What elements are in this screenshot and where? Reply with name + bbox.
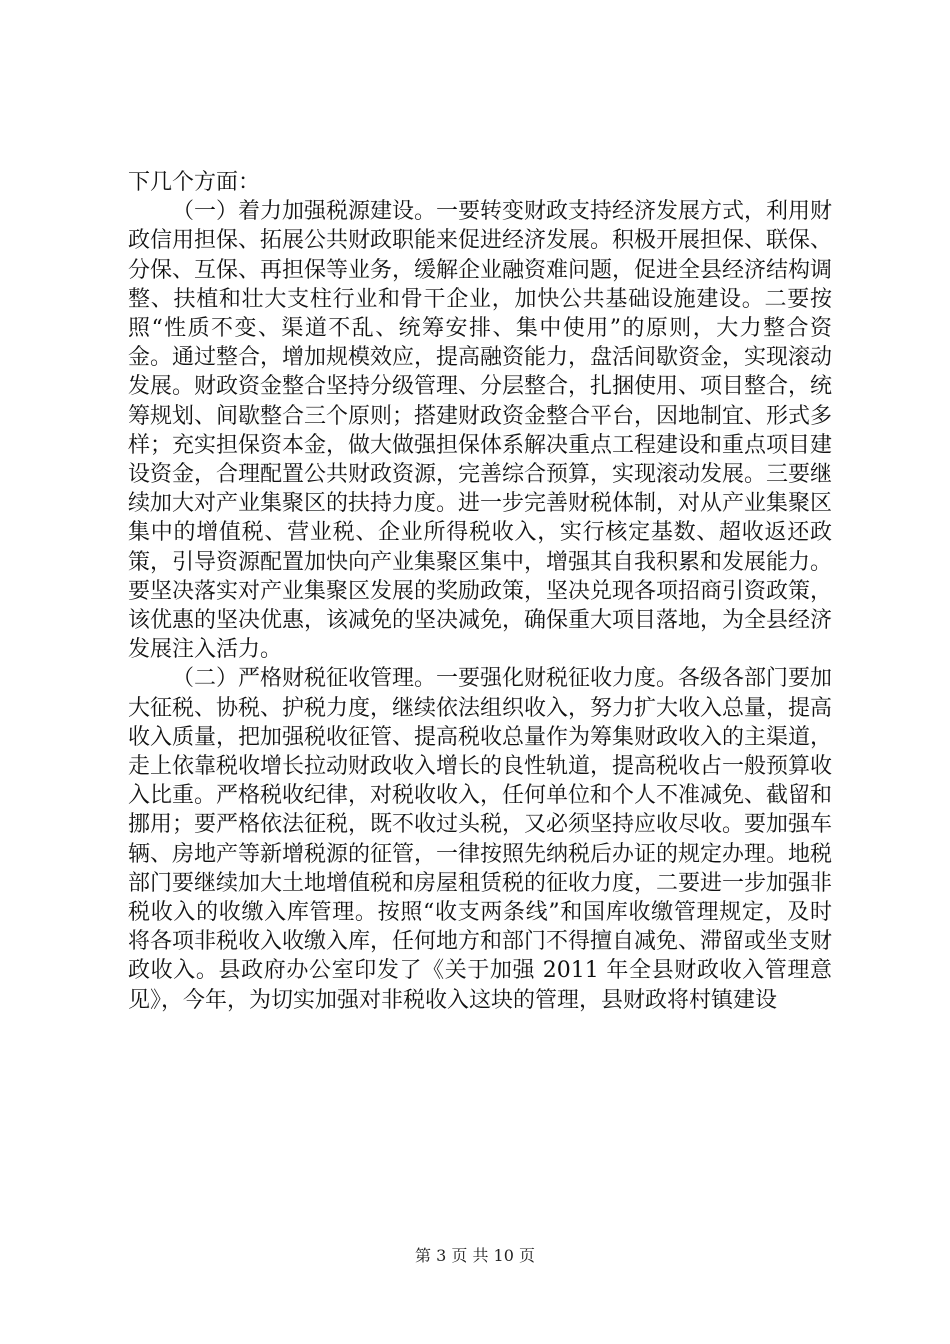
paragraph-section-1: （一）着力加强税源建设。一要转变财政支持经济发展方式，利用财政信用担保、拓展公共财政职能来促进经济发展。积极开展担保、联保、分保、互保、再担保等业务，缓解企业融资难问题，促进全县经济结构调整、扶植和壮大支柱行业和骨干企业，加快公共基础设施建设。二要按照“性质不变、渠道不乱、统筹安排、集中使用”的原则，大力整合资金。通过整合，增加规模效应，提高融资能力，盘活间歇资金，实现滚动发展。财政资金整合坚持分级管理、分层整合，扎捆使用、项目整合，统筹规划、间歇整合三个原则；搭建财政资金整合平台，因地制宜、形式多样；充实担保资本金，做大做强担保体系解决重点工程建设和重点项目建设资金，合理配置公共财政资源，完善综合预算，实现滚动发展。三要继续加大对产业集聚区的扶持力度。进一步完善财税体制，对从产业集聚区集中的增值税、营业税、企业所得税收入，实行核定基数、超收返还政策，引导资源配置加快向产业集聚区集中，增强其自我积累和发展能力。要坚决落实对产业集聚区发展的奖励政策，坚决兑现各项招商引资政策，该优惠的坚决优惠，该减免的坚决减免，确保重大项目落地，为全县经济发展注入活力。 (128, 199, 833, 663)
paragraph-intro: 下几个方面： (128, 170, 261, 195)
body-text (128, 168, 832, 1015)
page-footer: 第 3 页 共 10 页 (415, 1246, 535, 1265)
paragraph-section-2: （二）严格财税征收管理。一要强化财税征收力度。各级各部门要加大征税、协税、护税力度，继续依法组织收入，努力扩大收入总量，提高收入质量，把加强税收征管、提高税收总量作为筹集财政收入的主渠道，走上依靠税收增长拉动财政收入增长的良性轨道，提高税收占一般预算收入比重。严格税收纪律，对税收收入，任何单位和个人不准减免、截留和挪用；要严格依法征税，既不收过头税，又必须坚持应收尽收。要加强车辆、房地产等新增税源的征管，一律按照先纳税后办证的规定办理。地税部门要继续加大土地增值税和房屋租赁税的征收力度，二要进一步加强非税收入的收缴入库管理。按照“收支两条线”和国库收缴管理规定，及时将各项非税收入收缴入库，任何地方和部门不得擅自减免、滞留或坐支财政收入。县政府办公室印发了《关于加强 2011 年全县财政收入管理意见》，今年，为切实加强对非税收入这块的管理，县财政将村镇建设 (128, 666, 833, 1013)
